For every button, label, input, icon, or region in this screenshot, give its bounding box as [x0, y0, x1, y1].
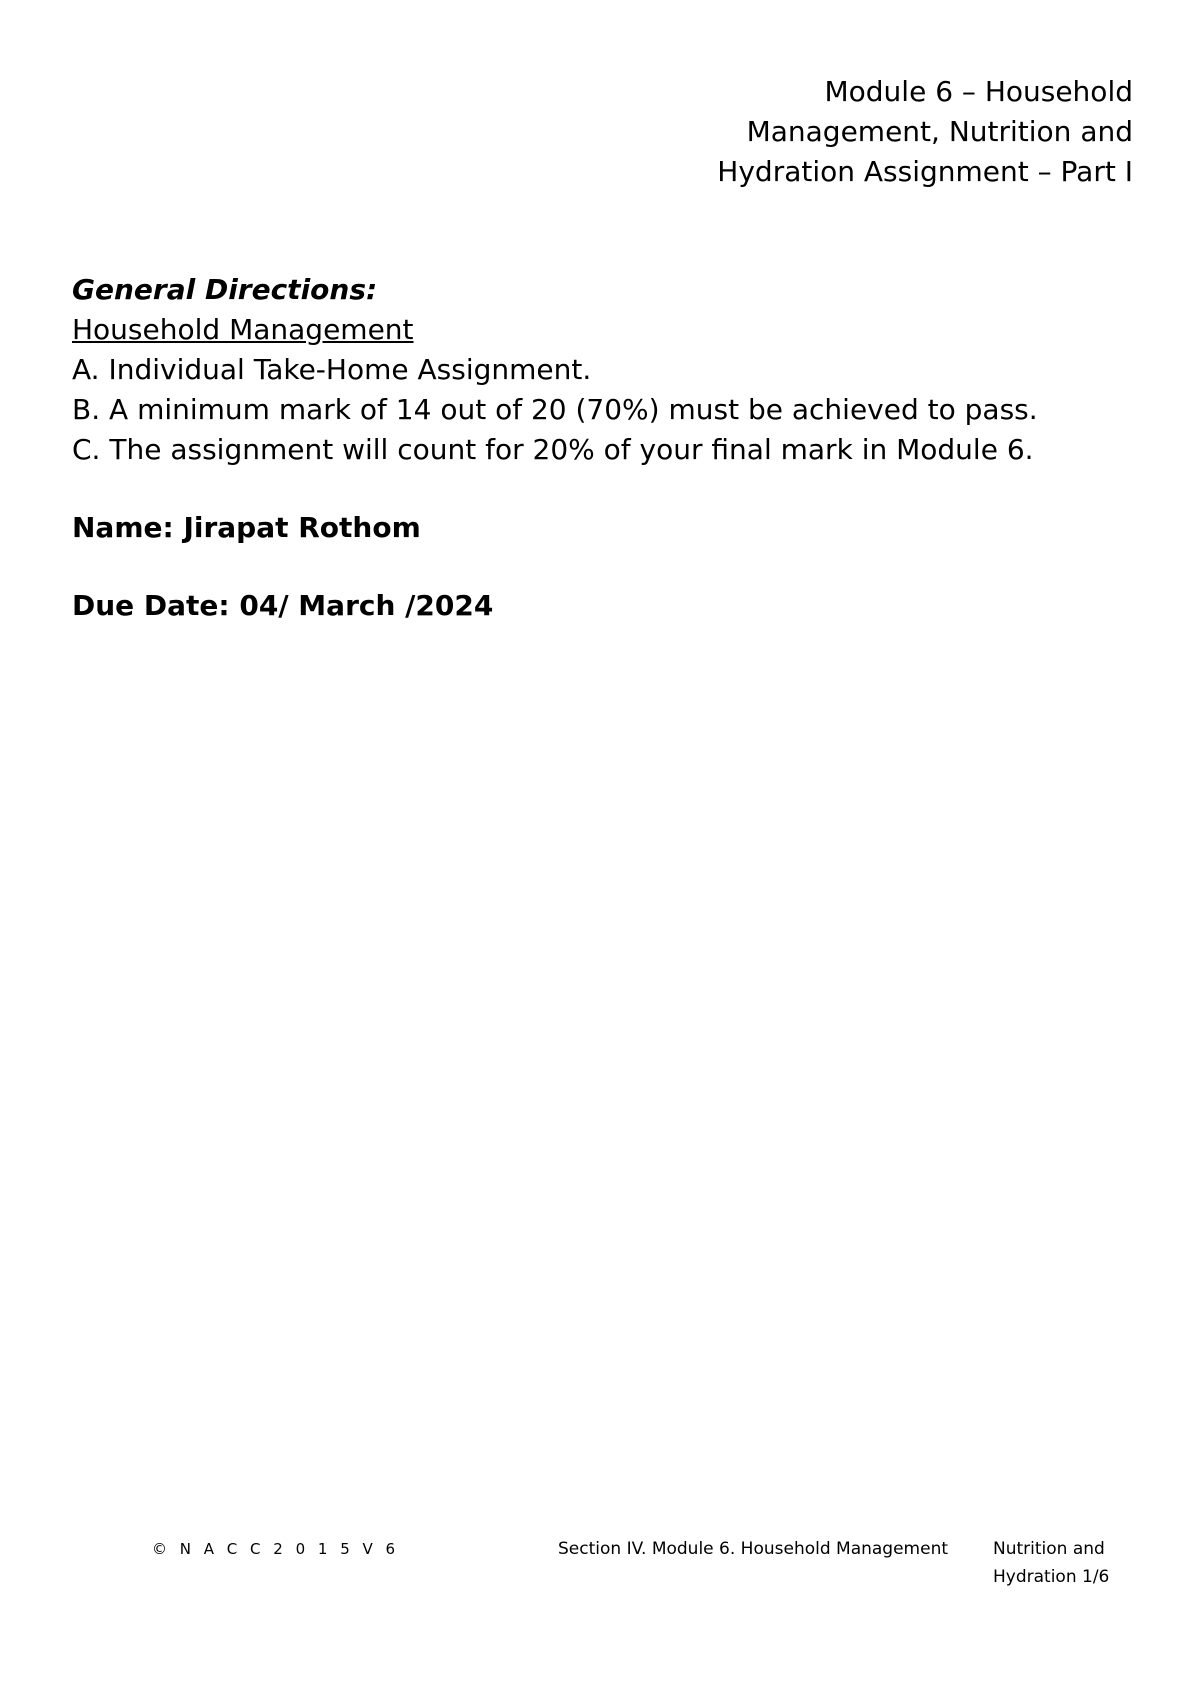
spacer [72, 470, 1072, 508]
footer-page-line-1: Nutrition and [993, 1539, 1105, 1559]
spacer [72, 548, 1072, 586]
module-title-line-2: Management, Nutrition and [746, 115, 1133, 148]
module-title [613, 72, 1133, 192]
footer-copyright: © N A C C 2 0 1 5 V 6 [152, 1540, 400, 1558]
direction-item-c: C. The assignment will count for 20% of your final mark in Module 6. [72, 433, 1034, 466]
due-date: Due Date: 04/ March /2024 [72, 589, 494, 622]
document-body [72, 270, 1072, 626]
module-title-line-1: Module 6 – Household [824, 75, 1133, 108]
module-title-line-3: Hydration Assignment – Part I [717, 155, 1133, 188]
direction-item-a: A. Individual Take-Home Assignment. [72, 353, 592, 386]
direction-item-b: B. A minimum mark of 14 out of 20 (70%) must be achieved to pass. [72, 393, 1038, 426]
footer-section: Section IV. Module 6. Household Management [558, 1539, 949, 1559]
directions-subheading: Household Management [72, 313, 414, 346]
footer-page-line-2: Hydration 1/6 [993, 1567, 1110, 1587]
student-name: Name: Jirapat Rothom [72, 511, 421, 544]
footer-page-info [993, 1535, 1133, 1591]
directions-heading: General Directions: [72, 273, 378, 306]
